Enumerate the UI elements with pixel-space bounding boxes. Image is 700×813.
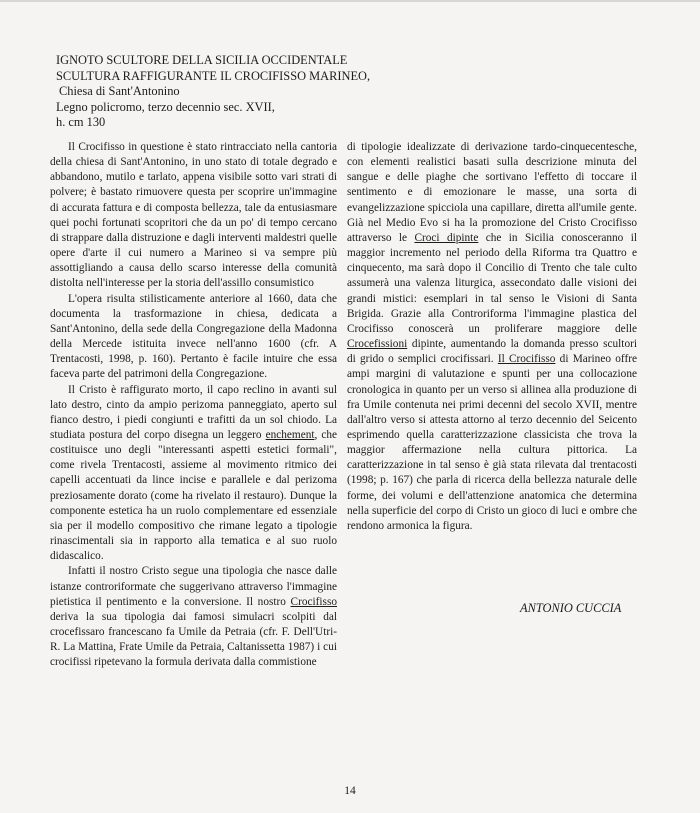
paragraph-5 [347,140,637,534]
text-run: Il Cristo è raffigurato morto, il capo reclino in avanti sul lato destro, cinto da ampio perizoma panneggiato, aperto sul fianco destro, i piedi congiunti e trafitti da un sol chiodo. La studiata postura del corpo disegna un leggero [50,383,337,441]
underlined-term: Crocifisso [290,595,337,608]
title-line: SCULTURA RAFFIGURANTE IL CROCIFISSO MARINEO, [56,68,371,83]
dimensions-line: h. cm 130 [56,115,106,129]
text-run: , che costituisce uno degli "interessanti aspetti estetici formali", come rivela Trentacosti, assieme al movimento ritmico dei capelli accentuati da lince incise e parallele e dal perizoma preziosamente dorato (come ha rivelato il restauro). Dunque la componente estetica ha un ruolo complementare ed essenziale sia per il modello compositivo che rimane legato a tipologie rinascimentali sia in rapporto alla tematica e al suo ruolo didascalico. [50,428,337,563]
text-run: deriva la sua tipologia dai famosi simulacri scolpiti dal crocefissaro francescano fa Umile da Petraia (cfr. F. Dell'Utri-R. La Mattina, Frate Umile da Petraia, Caltanissetta 1987) i cui crocifissi ripetevano la formula derivata dalla commistione [50,610,337,669]
author-signature: ANTONIO CUCCIA [520,601,622,615]
text-run: di Marineo offre ampi margini di valutazione e spunti per una collocazione cronologica in quanto per un verso si allinea alla produzione di fra Umile contenuta nei primi decenni del secolo XVII, mentre dall'altro verso si attesta attorno al terzo decennio del Seicento esprimendo quella caratterizzazione classicista che trova la maggior affermazione nella cultura pittorica. La caratterizzazione in tal senso è già stata rilevata dal trentacosti (1998; p. 167) che parla di ricerca della bellezza naturale delle forme, dei volumi e dell'attenzione anatomica che determina nella superficie del corpo di Cristo un gioco di luci e ombre che rendono armonica la figura. [347,353,637,532]
underlined-term: Il Crocifisso [497,353,556,366]
text-run: di tipologie idealizzate di derivazione tardo-cinquecentesche, con elementi realistici basati sulla descrizione minuta del sangue e delle piaghe che sortivano l'effetto di toccare il sentimento e di emozionare le masse, una sorta di evangelizzazione spicciola una capillare, diretta all'umile gente. Già nel Medio Evo si ha la promozione del Cristo Crocifisso attraverso le [347,141,637,244]
text-run: Infatti il nostro Cristo segue una tipologia che nasce dalle istanze controriformate che suggerivano attraverso l'immagine pietistica il pentimento e la conversione. Il nostro [50,565,337,608]
paragraph-4 [50,564,337,670]
text-run: dipinte, aumentando la domanda presso scultori di grido o semplici crocifissari. [347,338,637,366]
paragraph-3 [50,383,337,565]
artwork-header [56,53,476,131]
right-column [347,140,637,534]
underlined-term: Crocefissioni [347,338,408,351]
paragraph-2: L'opera risulta stilisticamente anteriore al 1660, data che documenta la trasformazione in chiesa, dedicata a Sant'Antonino, della sede della Congregazione della Madonna della Mercede istituita invece nell'anno 1600 (cfr. A Trentacosti, 1998, p. 160). Pertanto è facile intuire che essa faceva parte del patrimoni della Congregazione. [50,292,337,381]
artist-line: IGNOTO SCULTORE DELLA SICILIA OCCIDENTALE [56,53,348,67]
text-run: che in Sicilia conosceranno il maggior incremento nel periodo della Riforma tra Quattro e cinquecento, ma sarà dopo il Concilio di Trento che tale culto assumerà una valenza liturgica, assecondato dalle visioni dei grandi mistici: esemplari in tal senso le Visioni di Santa Brigida. Grazie alla Controriforma l'immagine plastica del Crocifisso conoscerà un proliferare maggiore delle [347,231,637,335]
paragraph-1: Il Crocifisso in questione è stato rintracciato nella cantoria della chiesa di Sant'Antonino, in uno stato di totale degrado e abbandono, mutilo e tarlato, appena visibile sotto vari strati di polvere; è bastato rimuovere questa per scoprire un'immagine di accurata fattura e di composta bellezza, tale da entusiasmare quei pochi fortunati scopritori che da un po' di tempo cercano di strappare dalla distruzione e dagli interventi maldestri quelle opere d'arte il cui numero a Marineo si va sempre più assottigliando a causa dello scarso interesse della comunità distolta nell'interesse per la storia dell'assillo consumistico [50,141,337,290]
medium-line: Legno policromo, terzo decennio sec. XVII, [56,99,275,114]
page-top-edge [0,0,700,2]
underlined-term: Croci dipinte [414,231,479,244]
page-number: 14 [344,785,356,797]
location-line: Chiesa di Sant'Antonino [59,84,180,98]
underlined-term: enchement [265,428,315,441]
left-column [50,140,337,670]
